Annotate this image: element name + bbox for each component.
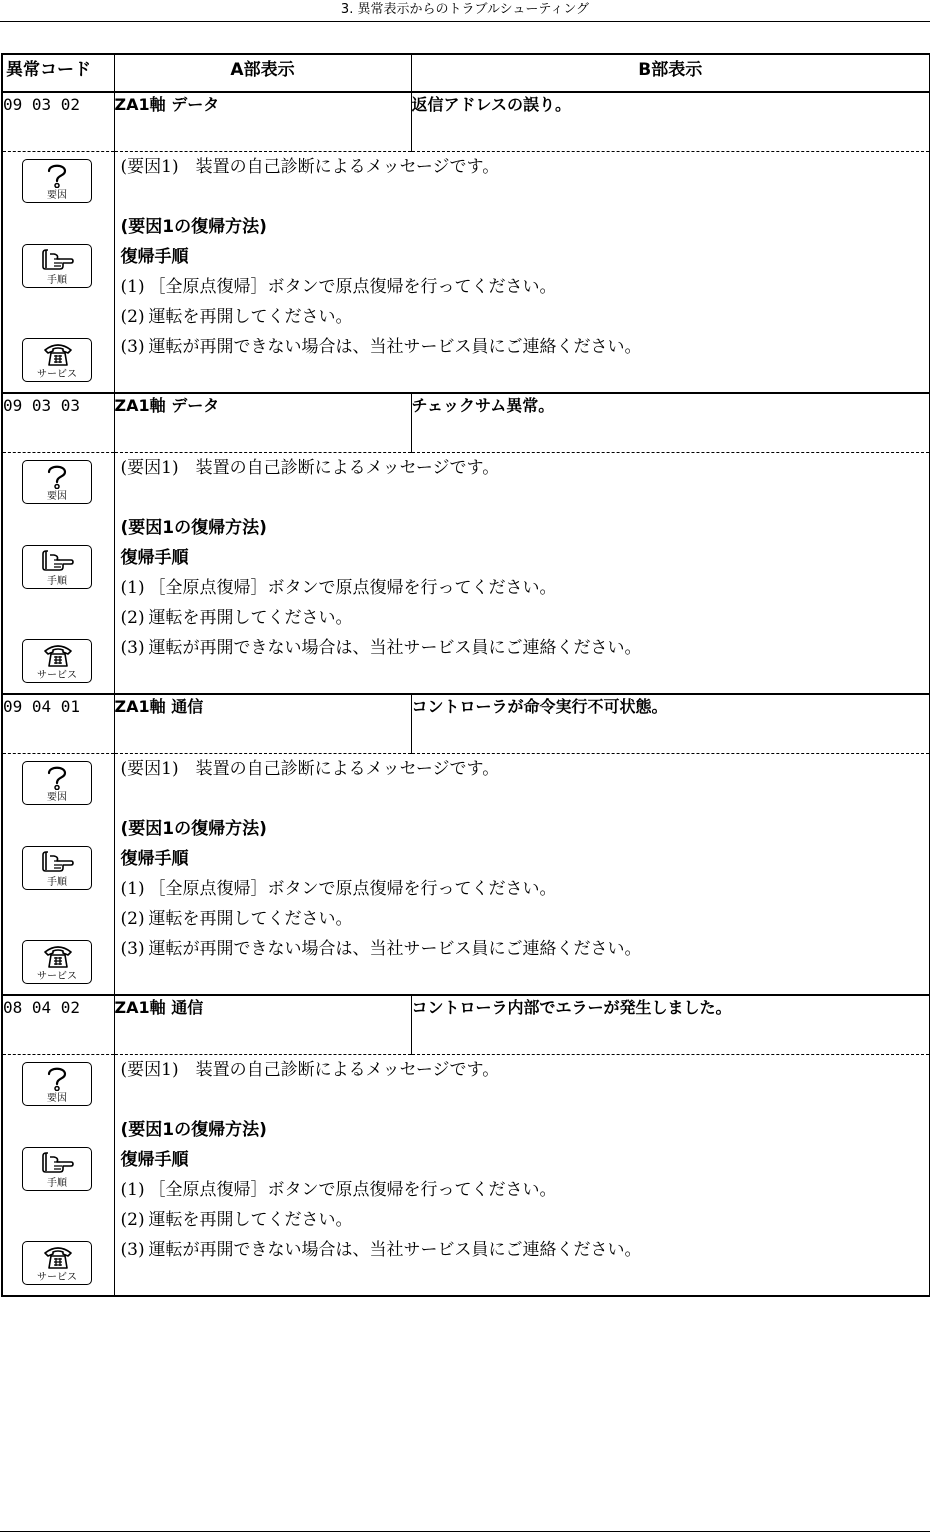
step-number: (3) (120, 337, 145, 357)
error-code: 08 04 02 (2, 995, 114, 1055)
procedure-title: 復帰手順 (120, 548, 189, 568)
step-1 (121, 272, 930, 302)
step-number: (2) (120, 608, 145, 628)
error-detail-row (2, 453, 930, 695)
footer-rule (0, 1531, 930, 1532)
telephone-icon (22, 338, 92, 382)
step-text: 運転が再開できない場合は、当社サービス員にご連絡ください。 (148, 939, 642, 959)
error-code: 09 03 02 (2, 92, 114, 152)
icon-column (2, 1055, 114, 1297)
recovery-title: (要因1の復帰方法) (120, 1120, 267, 1140)
step-1 (121, 573, 930, 603)
step-number: (1) (120, 277, 145, 297)
step-number: (3) (120, 1240, 145, 1260)
error-row (2, 694, 930, 754)
recovery-title: (要因1の復帰方法) (120, 819, 267, 839)
error-code: 09 03 03 (2, 393, 114, 453)
cause-icon-label: 要因 (47, 792, 67, 803)
error-row (2, 995, 930, 1055)
telephone-icon (22, 1241, 92, 1285)
step-number: (2) (120, 307, 145, 327)
step-2 (121, 603, 930, 633)
step-1 (121, 1175, 930, 1205)
procedure-title: 復帰手順 (120, 849, 189, 869)
icon-column (2, 453, 114, 695)
cause-text: (要因1) 装置の自己診断によるメッセージです。 (120, 458, 500, 478)
detail-text (114, 453, 930, 695)
recovery-title: (要因1の復帰方法) (120, 217, 267, 237)
step-2 (121, 904, 930, 934)
step-3 (121, 934, 930, 964)
a-display: ZA1軸 通信 (114, 995, 411, 1055)
table-header-row (2, 54, 930, 92)
cause-icon (22, 761, 92, 805)
b-display: コントローラが命令実行不可状態。 (411, 694, 930, 754)
step-text: 運転を再開してください。 (148, 909, 353, 929)
procedure-icon-label: 手順 (47, 877, 67, 888)
cause-icon-label: 要因 (47, 190, 67, 201)
step-number: (3) (120, 939, 145, 959)
table-body (2, 92, 930, 1296)
step-number: (2) (120, 1210, 145, 1230)
pointing-hand-icon (22, 244, 92, 288)
error-detail-row (2, 1055, 930, 1297)
column-header-code: 異常コード (2, 54, 114, 92)
step-text: 運転が再開できない場合は、当社サービス員にご連絡ください。 (148, 337, 642, 357)
page-header-title: 3. 異常表示からのトラブルシューティング (340, 2, 590, 17)
error-row (2, 92, 930, 152)
step-3 (121, 633, 930, 663)
error-detail-row (2, 754, 930, 996)
telephone-icon (22, 940, 92, 984)
column-header-a-display: A部表示 (114, 54, 411, 92)
a-display: ZA1軸 データ (114, 92, 411, 152)
error-row (2, 393, 930, 453)
b-display: コントローラ内部でエラーが発生しました。 (411, 995, 930, 1055)
procedure-title: 復帰手順 (120, 1150, 189, 1170)
step-text: ［全原点復帰］ボタンで原点復帰を行ってください。 (148, 879, 557, 899)
procedure-title: 復帰手順 (120, 247, 189, 267)
page-header (0, 0, 930, 22)
service-icon-label: サービス (37, 1272, 77, 1283)
cause-icon-label: 要因 (47, 1093, 67, 1104)
procedure-icon-label: 手順 (47, 275, 67, 286)
service-icon-label: サービス (37, 971, 77, 982)
step-text: ［全原点復帰］ボタンで原点復帰を行ってください。 (148, 277, 557, 297)
step-number: (3) (120, 638, 145, 658)
step-number: (2) (120, 909, 145, 929)
detail-text (114, 1055, 930, 1297)
detail-text (114, 754, 930, 996)
error-detail-row (2, 152, 930, 394)
b-display: チェックサム異常。 (411, 393, 930, 453)
service-icon-label: サービス (37, 670, 77, 681)
step-number: (1) (120, 879, 145, 899)
step-number: (1) (120, 1180, 145, 1200)
icon-column (2, 152, 114, 394)
icon-column (2, 754, 114, 996)
step-text: 運転を再開してください。 (148, 1210, 353, 1230)
error-code: 09 04 01 (2, 694, 114, 754)
procedure-icon-label: 手順 (47, 1178, 67, 1189)
step-text: 運転が再開できない場合は、当社サービス員にご連絡ください。 (148, 1240, 642, 1260)
pointing-hand-icon (22, 846, 92, 890)
step-1 (121, 874, 930, 904)
step-3 (121, 332, 930, 362)
recovery-title: (要因1の復帰方法) (120, 518, 267, 538)
cause-text: (要因1) 装置の自己診断によるメッセージです。 (120, 759, 500, 779)
column-header-b-display: B部表示 (411, 54, 930, 92)
a-display: ZA1軸 データ (114, 393, 411, 453)
step-2 (121, 302, 930, 332)
step-text: ［全原点復帰］ボタンで原点復帰を行ってください。 (148, 578, 557, 598)
pointing-hand-icon (22, 545, 92, 589)
step-3 (121, 1235, 930, 1265)
telephone-icon (22, 639, 92, 683)
step-text: 運転を再開してください。 (148, 307, 353, 327)
a-display: ZA1軸 通信 (114, 694, 411, 754)
cause-icon (22, 1062, 92, 1106)
cause-icon (22, 460, 92, 504)
step-text: ［全原点復帰］ボタンで原点復帰を行ってください。 (148, 1180, 557, 1200)
step-number: (1) (120, 578, 145, 598)
procedure-icon-label: 手順 (47, 576, 67, 587)
cause-icon-label: 要因 (47, 491, 67, 502)
pointing-hand-icon (22, 1147, 92, 1191)
error-code-table (1, 53, 930, 1297)
service-icon-label: サービス (37, 369, 77, 380)
cause-icon (22, 159, 92, 203)
cause-text: (要因1) 装置の自己診断によるメッセージです。 (120, 157, 500, 177)
step-2 (121, 1205, 930, 1235)
step-text: 運転を再開してください。 (148, 608, 353, 628)
cause-text: (要因1) 装置の自己診断によるメッセージです。 (120, 1060, 500, 1080)
b-display: 返信アドレスの誤り。 (411, 95, 572, 114)
step-text: 運転が再開できない場合は、当社サービス員にご連絡ください。 (148, 638, 642, 658)
detail-text (114, 152, 930, 394)
